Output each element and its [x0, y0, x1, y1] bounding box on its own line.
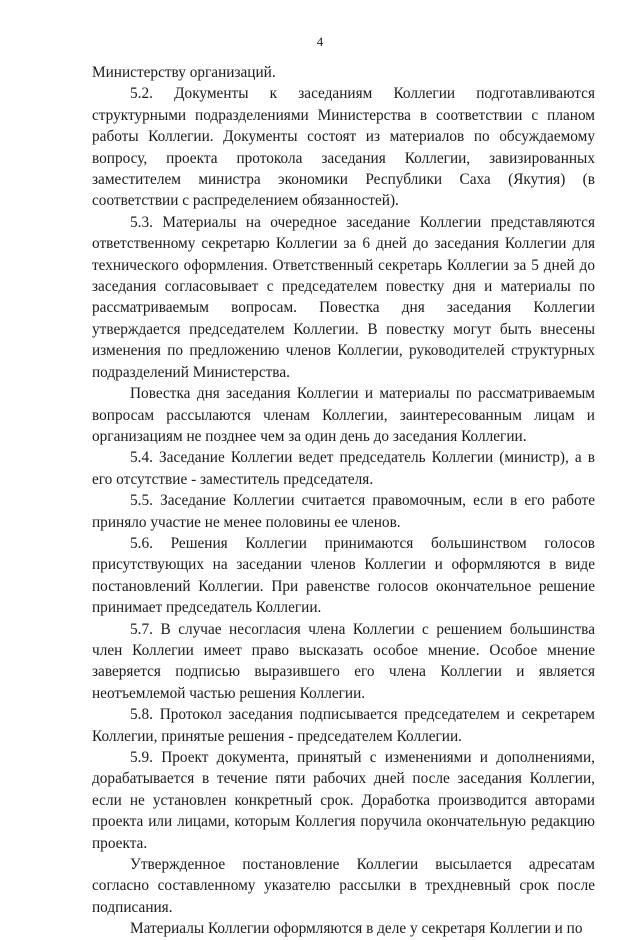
- page-number: 4: [316, 34, 324, 49]
- paragraph-5-9: 5.9. Проект документа, принятый с изменениями и дополнениями, дорабатывается в течение пяти рабочих дней после заседания Коллегии, если не установлен конкретный срок. Доработка производится авторами проекта или лицами, которым Коллегия поручила окончательную редакцию проекта.: [92, 749, 595, 852]
- paragraph-approved-resolution: Утвержденное постановление Коллегии высылается адресатам согласно составленному указателю рассылки в трехдневный срок после подписания.: [92, 856, 595, 916]
- paragraph-5-3: 5.3. Материалы на очередное заседание Коллегии представляются ответственному секретарю Коллегии за 6 дней до заседания Коллегии для технического оформления. Ответственный секретарь Коллегии за 5 дней до заседания согласовывает с председателем повестку дня и материалы по рассматриваемым вопросам. Повестка дня заседания Коллегии утверждается председателем Коллегии. В повестку могут быть внесены изменения по предложению членов Коллегии, руководителей структурных подразделений Министерства.: [92, 213, 595, 381]
- paragraph-5-4: 5.4. Заседание Коллегии ведет председатель Коллегии (министр), а в его отсутствие - заместитель председателя.: [92, 449, 595, 488]
- paragraph-5-7: 5.7. В случае несогласия члена Коллегии с решением большинства член Коллегии имеет право высказать особое мнение. Особое мнение заверяется подписью выразившего его члена Коллегии и является неотъемлемой частью решения Коллегии.: [92, 620, 595, 702]
- paragraph-5-8: 5.8. Протокол заседания подписывается председателем и секретарем Коллегии, принятые решения - председателем Коллегии.: [92, 706, 595, 745]
- paragraph-5-5: 5.5. Заседание Коллегии считается правомочным, если в его работе приняло участие не менее половины ее членов.: [92, 492, 595, 531]
- document-body: [92, 62, 595, 940]
- paragraph-5-2: 5.2. Документы к заседаниям Коллегии подготавливаются структурными подразделениями Министерства в соответствии с планом работы Коллегии. Документы состоят из материалов по обсуждаемому вопросу, проекта протокола заседания Коллегии, завизированных заместителем министра экономики Республики Саха (Якутия) (в соответствии с распределением обязанностей).: [92, 85, 595, 210]
- paragraph-materials-storage: Материалы Коллегии оформляются в деле у секретаря Коллегии и по: [130, 920, 583, 938]
- paragraph-agenda-distribution: Повестка дня заседания Коллегии и материалы по рассматриваемым вопросам рассылаются членам Коллегии, заинтересованным лицам и организациям не позднее чем за один день до заседания Коллегии.: [92, 385, 595, 445]
- paragraph-5-6: 5.6. Решения Коллегии принимаются большинством голосов присутствующих на заседании членов Коллегии и оформляются в виде постановлений Коллегии. При равенстве голосов окончательное решение принимает председатель Коллегии.: [92, 534, 595, 617]
- paragraph-continuation: Министерству организаций.: [92, 64, 276, 81]
